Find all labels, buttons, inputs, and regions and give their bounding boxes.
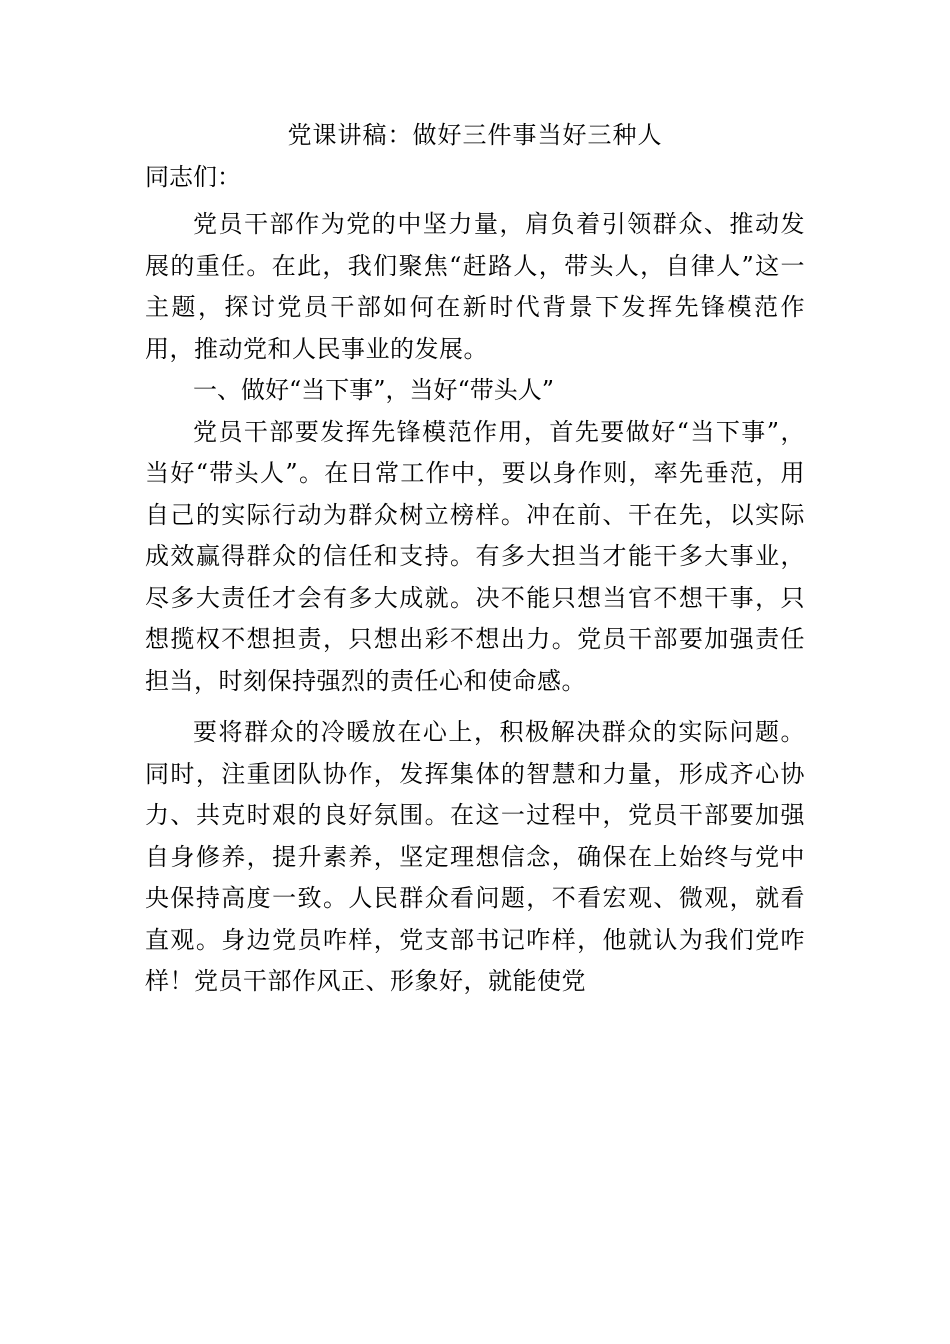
paragraph-intro: 党员干部作为党的中坚力量，肩负着引领群众、推动发展的重任。在此，我们聚焦“赶路人，带头人，自律人”这一主题，探讨党员干部如何在新时代背景下发挥先锋模范作用，推动党和人民事业的发展。 [145,210,805,363]
document-title: 党课讲稿：做好三件事当好三种人 [287,121,663,149]
document-body [145,118,805,1003]
paragraph-section-1: 党员干部要发挥先锋模范作用，首先要做好“当下事”，当好“带头人”。在日常工作中，要以身作则，率先垂范，用自己的实际行动为群众树立榜样。冲在前、干在先，以实际成效赢得群众的信任和支持。有多大担当才能干多大事业，尽多大责任才会有多大成就。决不能只想当官不想干事，只想揽权不想担责，只想出彩不想出力。党员干部要加强责任担当，时刻保持强烈的责任心和使命感。 [145,417,805,695]
paragraph-gap [145,702,805,712]
paragraph-section-2: 要将群众的冷暖放在心上，积极解决群众的实际问题。同时，注重团队协作，发挥集体的智慧和力量，形成齐心协力、共克时艰的良好氛围。在这一过程中，党员干部要加强自身修养，提升素养，坚定理想信念，确保在上始终与党中央保持高度一致。人民群众看问题，不看宏观、微观，就看直观。身边党员咋样，党支部书记咋样，他就认为我们党咋样！党员干部作风正、形象好，就能使党 [145,718,805,995]
section-heading-1: 一、做好“当下事”，当好“带头人” [193,376,555,404]
salutation: 同志们： [145,163,241,191]
